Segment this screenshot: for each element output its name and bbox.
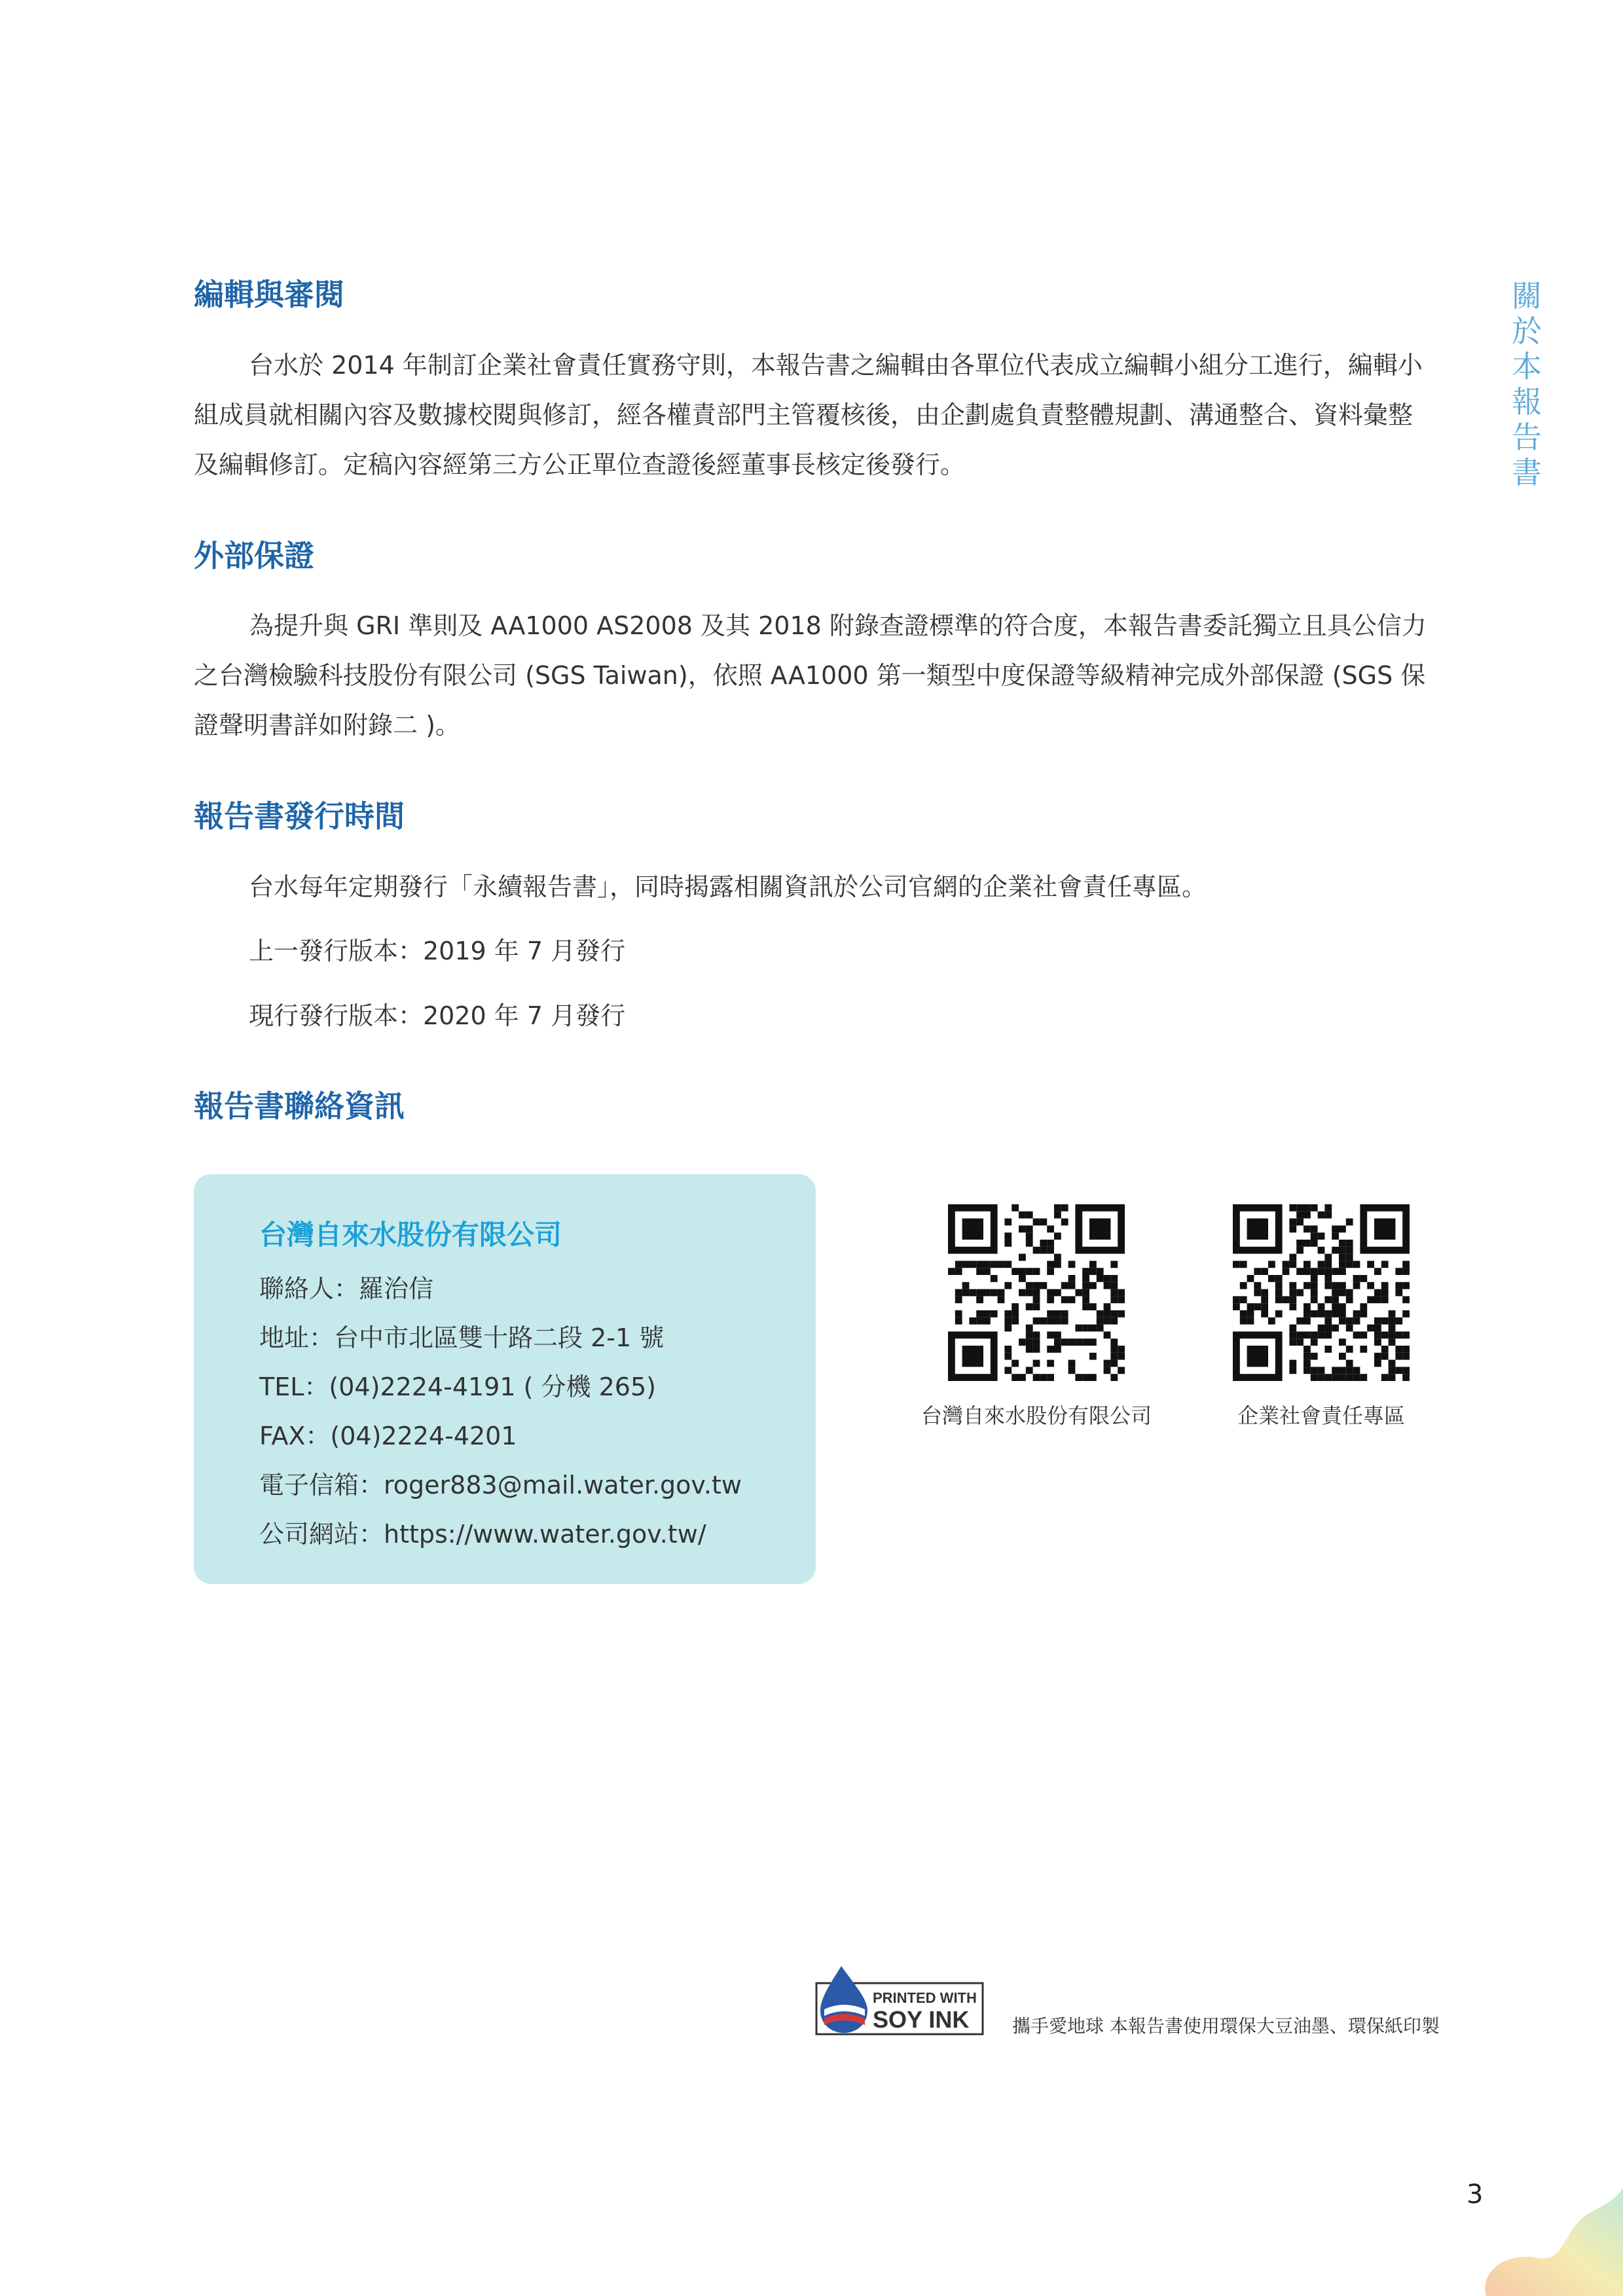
contact-company-name: 台灣自來水股份有限公司 xyxy=(259,1219,562,1251)
assurance-paragraph: 為提升與 GRI 準則及 AA1000 AS2008 及其 2018 附錄查證標準的符合度，本報告書委託獨立且具公信力之台灣檢驗科技股份有限公司 (SGS Taiwan)，依照 AA1000 第一類型中度保證等級精神完成外部保證 (SGS 保證聲明書詳如附錄二 )。 xyxy=(194,611,1427,740)
qr-code-icon xyxy=(948,1204,1125,1381)
contact-address: 地址：台中市北區雙十路二段 2-1 號 xyxy=(259,1323,665,1352)
soy-logo-line1: PRINTED WITH xyxy=(873,1990,977,2006)
contact-heading: 報告書聯絡資訊 xyxy=(194,1088,405,1124)
page-number: 3 xyxy=(1467,2179,1484,2210)
soy-logo-line2: SOY INK xyxy=(873,2006,970,2033)
qr-caption-csr: 企業社會責任專區 xyxy=(1237,1403,1405,1428)
contact-person: 聯絡人：羅治信 xyxy=(259,1274,434,1303)
contact-email[interactable]: 電子信箱：roger883@mail.water.gov.tw xyxy=(259,1471,742,1499)
editing-paragraph: 台水於 2014 年制訂企業社會責任實務守則，本報告書之編輯由各單位代表成立編輯小組分工進行，編輯小組成員就相關內容及數據校閱與修訂，經各權責部門主管覆核後，由企劃處負責整體規劃、溝通整合、資料彙整及編輯修訂。定稿內容經第三方公正單位查證後經董事長核定後發行。 xyxy=(194,351,1423,479)
qr-code-company xyxy=(948,1204,1125,1381)
eco-printing-note: 攜手愛地球 本報告書使用環保大豆油墨、環保紙印製 xyxy=(1012,2015,1440,2037)
previous-version: 上一發行版本：2019 年 7 月發行 xyxy=(249,937,626,965)
contact-fax: FAX：(04)2224-4201 xyxy=(259,1422,517,1450)
qr-code-icon xyxy=(1233,1204,1410,1381)
soy-ink-logo xyxy=(815,1964,985,2037)
editing-heading: 編輯與審閱 xyxy=(194,277,344,312)
publication-heading: 報告書發行時間 xyxy=(194,798,405,834)
current-version: 現行發行版本：2020 年 7 月發行 xyxy=(249,1001,626,1030)
publication-statement: 台水每年定期發行「永續報告書」，同時揭露相關資訊於公司官網的企業社會責任專區。 xyxy=(249,872,1207,901)
corner-decoration xyxy=(1467,2147,1623,2296)
contact-info-box xyxy=(194,1174,816,1584)
qr-caption-company: 台灣自來水股份有限公司 xyxy=(921,1403,1152,1428)
assurance-heading: 外部保證 xyxy=(194,538,314,573)
contact-website[interactable]: 公司網站：https://www.water.gov.tw/ xyxy=(259,1520,706,1549)
contact-tel: TEL：(04)2224-4191 ( 分機 265) xyxy=(259,1372,656,1401)
qr-code-csr xyxy=(1233,1204,1410,1381)
side-section-title: 關於本報告書 xyxy=(1512,278,1542,490)
